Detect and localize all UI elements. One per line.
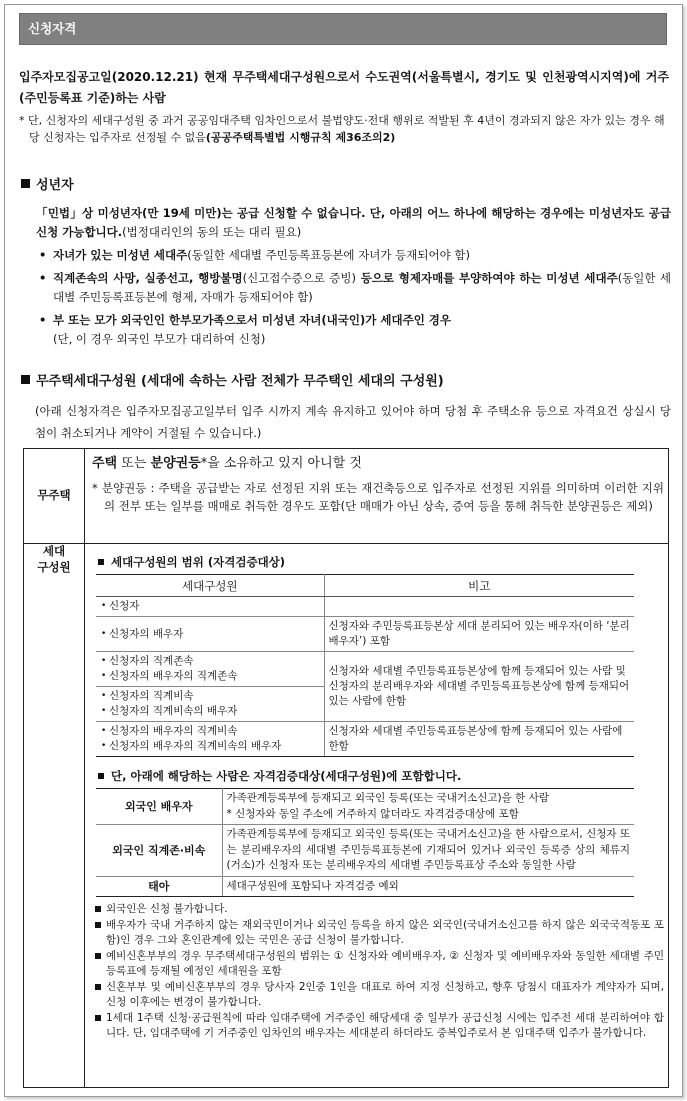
no-house-section-title (21, 373, 671, 391)
foreign-value-cell (222, 789, 634, 825)
table-row (96, 825, 634, 877)
square-bullet-icon (21, 375, 30, 384)
section-header (19, 13, 667, 45)
scope-members-cell (96, 597, 324, 617)
eligibility-lead: 입주자모집공고일(2020.12.21) 현재 무주택세대구성원으로서 수도권역(서울특별시, 경기도 및 인천광역시지역)에 거주(주민등록표 기준)하는 사람 (19, 70, 669, 105)
scope-title-text: 세대구성원의 범위 (자격검증대상) (111, 555, 286, 569)
adult-section-title-text: 성년자 (36, 178, 74, 193)
minor-exception-normal: (신고접수증으로 증빙) (242, 271, 356, 285)
adult-section (21, 177, 671, 353)
eligibility-note-law: (공공주택특별법 시행규칙 제36조의2) (205, 131, 396, 144)
household-label (24, 543, 84, 575)
eligibility-note (19, 112, 669, 146)
table-row (96, 597, 634, 617)
scope-member: • 신청자의 직계비속의 배우자 (100, 704, 320, 719)
table-row (96, 617, 634, 652)
foreign-value-cell: 세대구성원에 포함되나 자격검증 예외 (222, 876, 634, 897)
household-label-line1: 세대 (42, 544, 66, 558)
table-row (96, 789, 634, 825)
restriction-notes (92, 902, 664, 1041)
eligibility-table (23, 448, 669, 1088)
table-row (96, 652, 634, 687)
table-divider (24, 543, 668, 544)
scope-member: • 신청자의 직계존속 (100, 654, 320, 669)
scope-members-cell (96, 652, 324, 687)
section-header-title: 신청자격 (28, 21, 77, 36)
presale-right-note: * 분양권등 : 주택을 공급받는 자로 선정된 지위 또는 재건축등으로 입주자로 선정된 지위를 의미하며 이러한 지위의 전부 또는 일부를 매매로 취득한 경우도 포함(단 매매가 아닌 상속, 증여 등을 통해 취득한 분양권등은 제외) (92, 481, 664, 513)
own-right-bold: 분양권등 (150, 456, 201, 471)
minor-exception-sub: (단, 이 경우 외국인 부모가 대리하여 신청) (53, 332, 266, 346)
eligibility-note-text: * 단, 신청자의 세대구성원 중 과거 공공임대주택 임차인으로서 불법양도·전대 행위로 적발된 후 4년이 경과되지 않은 자가 있는 경우 해당 신청자는 입주자로 선정될 수 없음 (19, 114, 665, 144)
square-bullet-icon (98, 773, 104, 779)
minor-exception-item (39, 246, 671, 265)
no-house-section (21, 373, 671, 444)
scope-note-cell: 신청자와 세대별 주민등록표등본상에 함께 등재되어 있는 사람 및 신청자의 분리배우자와 세대별 주민등록표등본상에 함께 등재되어 있는 사람에 한함 (324, 652, 634, 722)
foreign-key-cell: 태아 (96, 876, 222, 897)
foreign-title-text: 단, 아래에 해당하는 사람은 자격검증대상(세대구성원)에 포함합니다. (111, 769, 462, 783)
minor-exception-bold-2: 등으로 형제자매를 부양하여야 하는 미성년 세대주 (355, 271, 618, 285)
scope-table-header (96, 575, 634, 597)
foreign-value-cell: 가족관계등록부에 등재되고 외국인 등록(또는 국내거소신고)을 한 사람으로서, 신청자 또는 분리배우자의 세대별 주민등록표등본에 기재되어 있거나 외국인 등록증 상의 체류지(거소)가 신청자 또는 분리배우자의 세대별 주민등록표상 주소와 동일한 사람 (222, 825, 634, 877)
table-row (96, 876, 634, 897)
minor-exception-bold: 직계존속의 사망, 실종선고, 행방불명 (53, 271, 243, 285)
document-page (4, 4, 683, 1097)
scope-members-cell (96, 722, 324, 757)
scope-member: • 신청자의 배우자 (100, 627, 320, 642)
scope-members-cell (96, 687, 324, 722)
scope-member: • 신청자 (100, 599, 320, 614)
minor-exception-normal: (동일한 세대별 주민등록표등본에 자녀가 등재되어야 함) (187, 248, 470, 262)
list-item: 1세대 1주택 신청·공급원칙에 따라 임대주택에 거주중인 해당세대 중 일부가 공급신청 시에는 입주전 세대 분리하여야 합니다. 단, 임대주택에 기 거주중인 임차인의 배우자는 세대분리 하더라도 중복입주로서 본 임대주택 입주가 불가합니다. (94, 1011, 664, 1041)
foreign-value-line: 가족관계등록부에 등재되고 외국인 등록(또는 국내거소신고)을 한 사람 (226, 792, 549, 804)
minor-exception-item (39, 269, 671, 307)
list-item: 신혼부부 및 예비신혼부부의 경우 당사자 2인중 1인을 대표로 하여 지정 신청하고, 향후 당첨시 대표자가 계약자가 되며, 신청 이후에는 변경이 불가합니다. (94, 980, 664, 1010)
list-item: 외국인은 신청 불가합니다. (94, 902, 664, 917)
adult-section-desc (21, 204, 671, 242)
scope-note-cell (324, 597, 634, 617)
square-bullet-icon (21, 179, 30, 188)
scope-title (92, 553, 664, 571)
list-item: 배우자가 국내 거주하지 않는 재외국민이거나 외국인 등록을 하지 않은 외국인(국내거소신고를 하지 않은 외국국적동포 포함)인 경우 그와 혼인관계에 있는 국민은 공급 신청이 불가합니다. (94, 918, 664, 948)
scope-member: • 신청자의 배우자의 직계비속의 배우자 (100, 739, 320, 754)
foreign-value-line: * 신청자와 동일 주소에 거주하지 않더라도 자격검증대상에 포함 (226, 807, 519, 820)
scope-member: • 신청자의 배우자의 직계비속 (100, 724, 320, 739)
scope-note-cell: 신청자와 주민등록표등본상 세대 분리되어 있는 배우자(이하 ‘분리배우자’) 포함 (324, 617, 634, 652)
minor-exception-item (39, 311, 671, 349)
no-house-condition-line (92, 453, 664, 475)
foreign-key-cell: 외국인 배우자 (96, 789, 222, 825)
scope-table (96, 574, 634, 757)
foreign-key-cell: 외국인 직계존·비속 (96, 825, 222, 877)
scope-member: • 신청자의 직계비속 (100, 689, 320, 704)
own-house-bold: 주택 (92, 456, 118, 471)
scope-col-members: 세대구성원 (96, 575, 324, 597)
minor-exception-bold: 자녀가 있는 미성년 세대주 (53, 248, 188, 262)
minor-exception-bold: 부 또는 모가 외국인인 한부모가족으로서 미성년 자녀(내국인)가 세대주인 경우 (53, 313, 452, 327)
no-house-section-paren: (아래 신청자격은 입주자모집공고일부터 입주 시까지 계속 유지하고 있어야 하며 당첨 후 주택소유 등으로 자격요건 상실시 당첨이 취소되거나 계약이 거절될 수 있습니다.) (35, 404, 671, 440)
scope-members-cell (96, 617, 324, 652)
minor-exception-normal-2: (동일한 세대별 주민등록표등본에 형제, 자매가 등재되어야 함) (53, 271, 672, 304)
no-house-section-title-text: 무주택세대구성원 (세대에 속하는 사람 전체가 무주택인 세대의 구성원) (36, 374, 444, 389)
list-item: 예비신혼부부의 경우 무주택세대구성원의 범위는 ① 신청자와 예비배우자, ② 신청자 및 예비배우자와 동일한 세대별 주민등록표에 등재될 예정인 세대원을 포함 (94, 949, 664, 979)
own-or: 또는 (117, 456, 151, 471)
table-row (96, 722, 634, 757)
scope-col-note: 비고 (324, 575, 634, 597)
no-house-condition (92, 453, 664, 515)
no-house-label: 무주택 (37, 488, 71, 502)
minor-exception-list (21, 246, 671, 349)
foreign-title (92, 767, 664, 785)
own-rest: *을 소유하고 있지 아니할 것 (200, 456, 362, 471)
scope-note-cell: 신청자와 세대별 주민등록표등본상에 함께 등재되어 있는 사람에 한함 (324, 722, 634, 757)
adult-desc-normal: (법정대리인의 동의 또는 대리 필요) (122, 225, 302, 239)
household-label-line2: 구성원 (37, 560, 71, 574)
household-scope (92, 553, 664, 1042)
foreign-table (96, 788, 634, 897)
scope-member: • 신청자의 배우자의 직계존속 (100, 669, 320, 684)
adult-section-title (21, 177, 671, 195)
table-divider (84, 449, 85, 1087)
square-bullet-icon (98, 559, 104, 565)
adult-desc-bold: 「민법」상 미성년자(만 19세 미만)는 공급 신청할 수 없습니다. 단, 아래의 어느 하나에 해당하는 경우에는 미성년자도 공급신청 가능합니다. (36, 206, 671, 239)
eligibility-intro (19, 67, 669, 146)
